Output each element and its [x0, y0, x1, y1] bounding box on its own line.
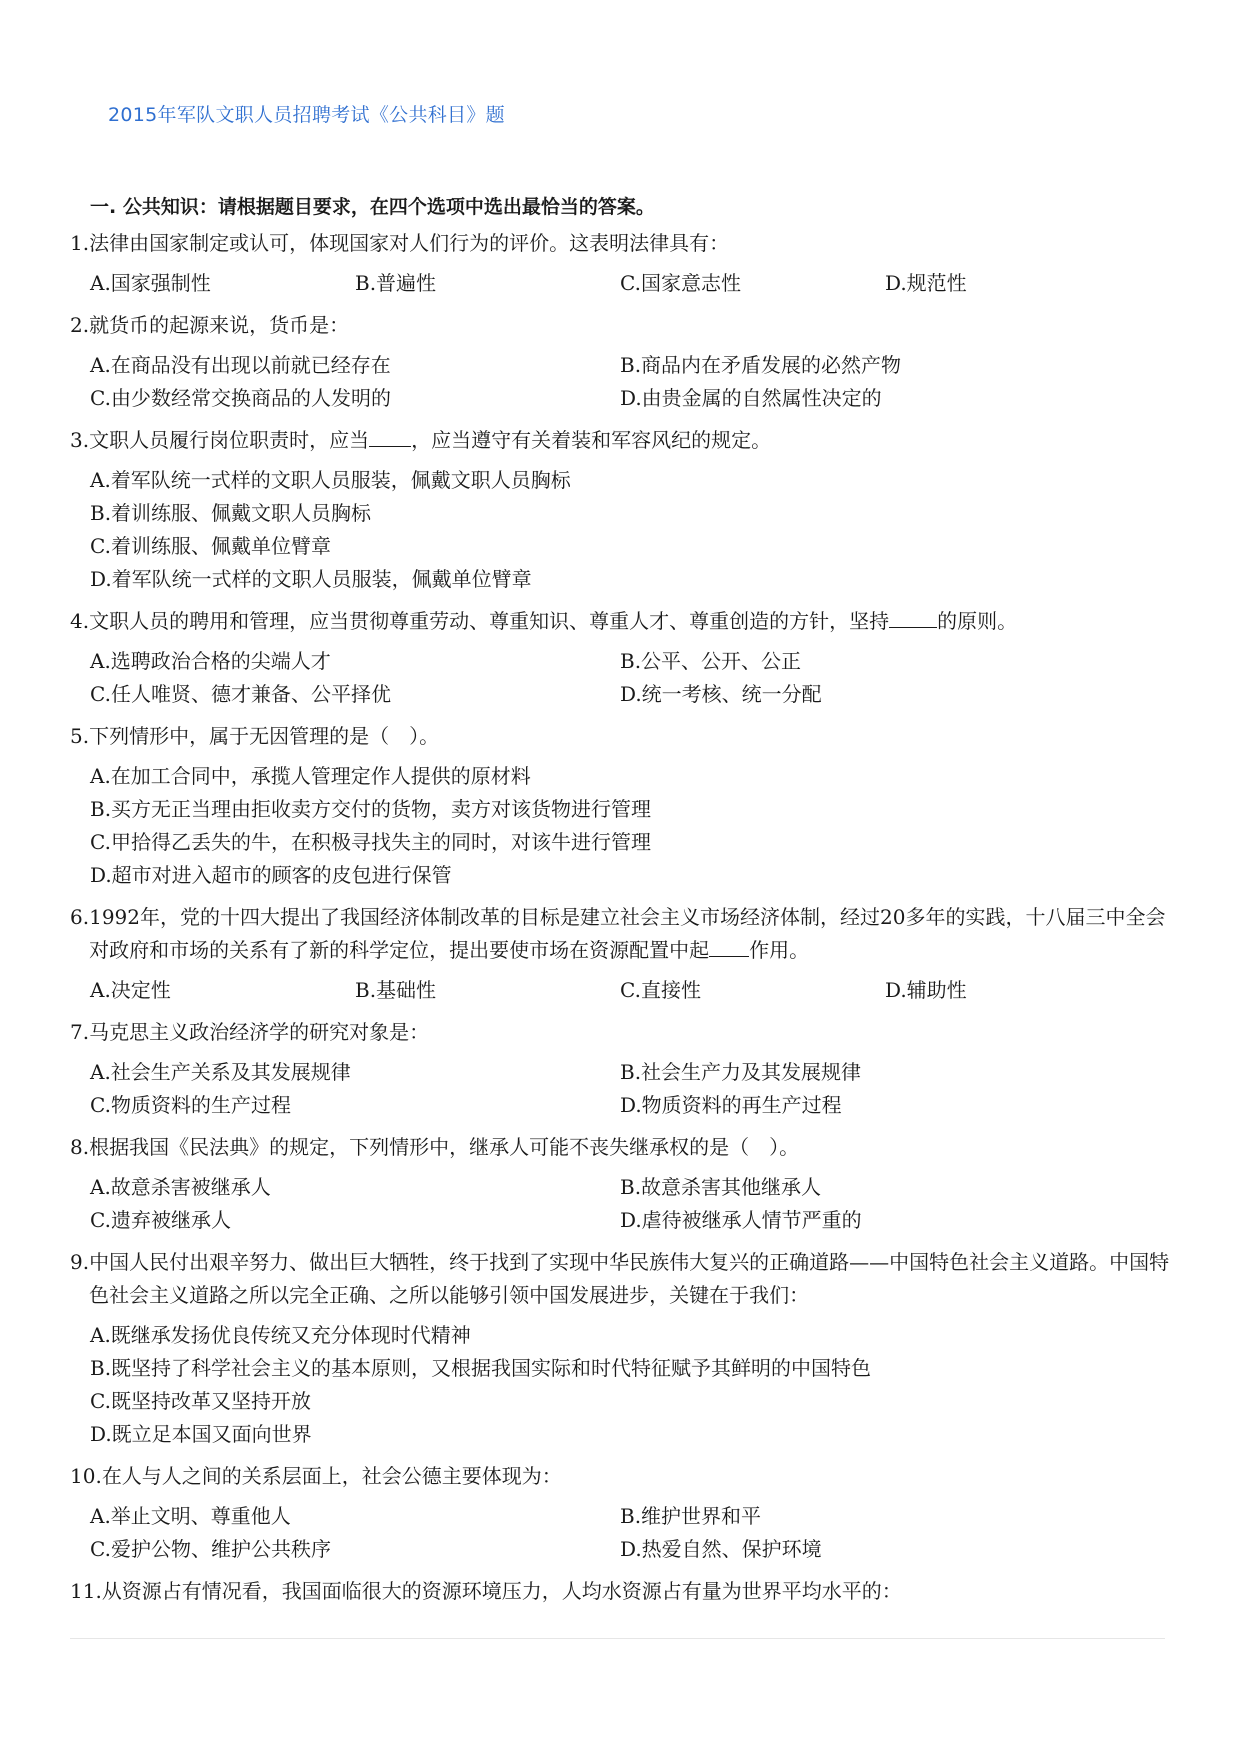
question-number: 9.: [70, 1250, 90, 1274]
option-list: [70, 760, 1170, 892]
option-a: A.故意杀害被继承人: [90, 1175, 271, 1199]
question-number: 2.: [70, 313, 90, 337]
question-6: [70, 901, 1170, 1007]
question-stem: [70, 1246, 1170, 1312]
option-list: [70, 1319, 1170, 1451]
question-text-segment: 马克思主义政治经济学的研究对象是：: [89, 1020, 430, 1044]
question-text: [89, 1246, 1170, 1312]
question-stem: [70, 1575, 1170, 1608]
option-c: C.物质资料的生产过程: [90, 1093, 291, 1117]
fill-in-blank: [889, 607, 937, 628]
option-list: [70, 1171, 1170, 1237]
option-b: B.买方无正当理由拒收卖方交付的货物，卖方对该货物进行管理: [90, 797, 652, 821]
option-b: B.既坚持了科学社会主义的基本原则，又根据我国实际和时代特征赋予其鲜明的中国特色: [90, 1356, 872, 1380]
question-number: 10.: [70, 1464, 102, 1488]
option-list: [70, 645, 1170, 711]
option-d: D.热爱自然、保护环境: [620, 1537, 822, 1561]
question-number: 5.: [70, 724, 90, 748]
question-4: [70, 605, 1170, 711]
option-list: [70, 464, 1170, 596]
option-c: C.爱护公物、维护公共秩序: [90, 1537, 331, 1561]
option-a: A.既继承发扬优良传统又充分体现时代精神: [90, 1323, 471, 1347]
option-c: C.任人唯贤、德才兼备、公平择优: [90, 682, 391, 706]
option-list: [70, 1056, 1170, 1122]
option-b: B.社会生产力及其发展规律: [620, 1060, 862, 1084]
section-heading: 一. 公共知识：请根据题目要求，在四个选项中选出最恰当的答案。: [90, 196, 655, 218]
question-text-segment: 1992年，党的十四大提出了我国经济体制改革的目标是建立社会主义市场经济体制，经过20多年的实践，十八届三中全会对政府和市场的关系有了新的科学定位，提出要使市场在资源配置中起: [89, 905, 1166, 962]
question-number: 6.: [70, 905, 90, 929]
option-d: D.辅助性: [885, 978, 967, 1002]
question-stem: [70, 1131, 1170, 1164]
question-5: [70, 720, 1170, 892]
question-stem: [70, 1460, 1170, 1493]
question-text: [102, 1460, 1170, 1493]
question-stem: [70, 901, 1170, 967]
option-b: B.故意杀害其他继承人: [620, 1175, 822, 1199]
option-a: A.选聘政治合格的尖端人才: [90, 649, 331, 673]
question-stem: [70, 424, 1170, 457]
page-title: 2015年军队文职人员招聘考试《公共科目》题: [108, 104, 505, 126]
question-stem: [70, 1016, 1170, 1049]
question-text-segment: 文职人员的聘用和管理，应当贯彻尊重劳动、尊重知识、尊重人才、尊重创造的方针，坚持: [89, 609, 890, 633]
question-stem: [70, 309, 1170, 342]
question-text: [89, 309, 1170, 342]
option-a: A.决定性: [90, 978, 171, 1002]
option-b: B.普遍性: [355, 271, 437, 295]
question-text-segment: ，应当遵守有关着装和军容风纪的规定。: [411, 428, 772, 452]
option-a: A.社会生产关系及其发展规律: [90, 1060, 351, 1084]
question-text-segment: 的原则。: [937, 609, 1018, 633]
question-number: 8.: [70, 1135, 90, 1159]
option-d: D.虐待被继承人情节严重的: [620, 1208, 862, 1232]
question-stem: [70, 720, 1170, 753]
question-text-segment: 作用。: [749, 938, 810, 962]
question-stem: [70, 227, 1170, 260]
option-d: D.超市对进入超市的顾客的皮包进行保管: [90, 863, 452, 887]
option-a: A.着军队统一式样的文职人员服装，佩戴文职人员胸标: [90, 468, 571, 492]
option-c: C.甲拾得乙丢失的牛，在积极寻找失主的同时，对该牛进行管理: [90, 830, 651, 854]
option-c: C.既坚持改革又坚持开放: [90, 1389, 311, 1413]
option-d: D.既立足本国又面向世界: [90, 1422, 312, 1446]
question-9: [70, 1246, 1170, 1451]
question-text: [89, 1016, 1170, 1049]
option-c: C.遗弃被继承人: [90, 1208, 231, 1232]
option-list: [70, 349, 1170, 415]
option-d: D.统一考核、统一分配: [620, 682, 822, 706]
question-text-segment: 从资源占有情况看，我国面临很大的资源环境压力，人均水资源占有量为世界平均水平的：: [101, 1579, 902, 1603]
question-text: [89, 901, 1170, 967]
option-a: A.举止文明、尊重他人: [90, 1504, 291, 1528]
question-text-segment: 下列情形中，属于无因管理的是（ ）。: [89, 724, 440, 748]
question-text-segment: 在人与人之间的关系层面上，社会公德主要体现为：: [101, 1464, 562, 1488]
option-c: C.着训练服、佩戴单位臂章: [90, 534, 331, 558]
question-text: [89, 1131, 1170, 1164]
question-10: [70, 1460, 1170, 1566]
question-number: 7.: [70, 1020, 90, 1044]
question-number: 4.: [70, 609, 90, 633]
footer-divider: [70, 1638, 1165, 1639]
question-text-segment: 就货币的起源来说，货币是：: [89, 313, 350, 337]
option-d: D.规范性: [885, 271, 967, 295]
question-text-segment: 文职人员履行岗位职责时，应当: [89, 428, 370, 452]
fill-in-blank: [709, 936, 749, 957]
option-d: D.着军队统一式样的文职人员服装，佩戴单位臂章: [90, 567, 532, 591]
question-text: [89, 720, 1170, 753]
question-text-segment: 中国人民付出艰辛努力、做出巨大牺牲，终于找到了实现中华民族伟大复兴的正确道路——中国特色社会主义道路。中国特色社会主义道路之所以完全正确、之所以能够引领中国发展进步，关键在于我们：: [89, 1250, 1170, 1307]
option-b: B.公平、公开、公正: [620, 649, 802, 673]
option-list: [70, 267, 1170, 300]
option-c: C.直接性: [620, 978, 701, 1002]
option-c: C.国家意志性: [620, 271, 741, 295]
question-11: [70, 1575, 1170, 1608]
option-d: D.物质资料的再生产过程: [620, 1093, 842, 1117]
option-c: C.由少数经常交换商品的人发明的: [90, 386, 391, 410]
question-2: [70, 309, 1170, 415]
question-text: [102, 1575, 1170, 1608]
option-a: A.在加工合同中，承揽人管理定作人提供的原材料: [90, 764, 531, 788]
question-3: [70, 424, 1170, 596]
option-b: B.基础性: [355, 978, 437, 1002]
question-8: [70, 1131, 1170, 1237]
option-b: B.维护世界和平: [620, 1504, 762, 1528]
option-b: B.着训练服、佩戴文职人员胸标: [90, 501, 372, 525]
question-number: 11.: [70, 1579, 102, 1603]
question-text-segment: 法律由国家制定或认可，体现国家对人们行为的评价。这表明法律具有：: [89, 231, 730, 255]
question-1: [70, 227, 1170, 300]
question-text: [89, 605, 1170, 638]
fill-in-blank: [369, 426, 411, 447]
option-d: D.由贵金属的自然属性决定的: [620, 386, 882, 410]
question-text: [89, 227, 1170, 260]
option-list: [70, 974, 1170, 1007]
question-stem: [70, 605, 1170, 638]
option-b: B.商品内在矛盾发展的必然产物: [620, 353, 902, 377]
question-text: [89, 424, 1170, 457]
option-list: [70, 1500, 1170, 1566]
option-a: A.国家强制性: [90, 271, 211, 295]
option-a: A.在商品没有出现以前就已经存在: [90, 353, 391, 377]
question-number: 1.: [70, 231, 90, 255]
question-text-segment: 根据我国《民法典》的规定，下列情形中，继承人可能不丧失继承权的是（ ）。: [89, 1135, 800, 1159]
question-number: 3.: [70, 428, 90, 452]
question-list: [70, 227, 1170, 1617]
question-7: [70, 1016, 1170, 1122]
